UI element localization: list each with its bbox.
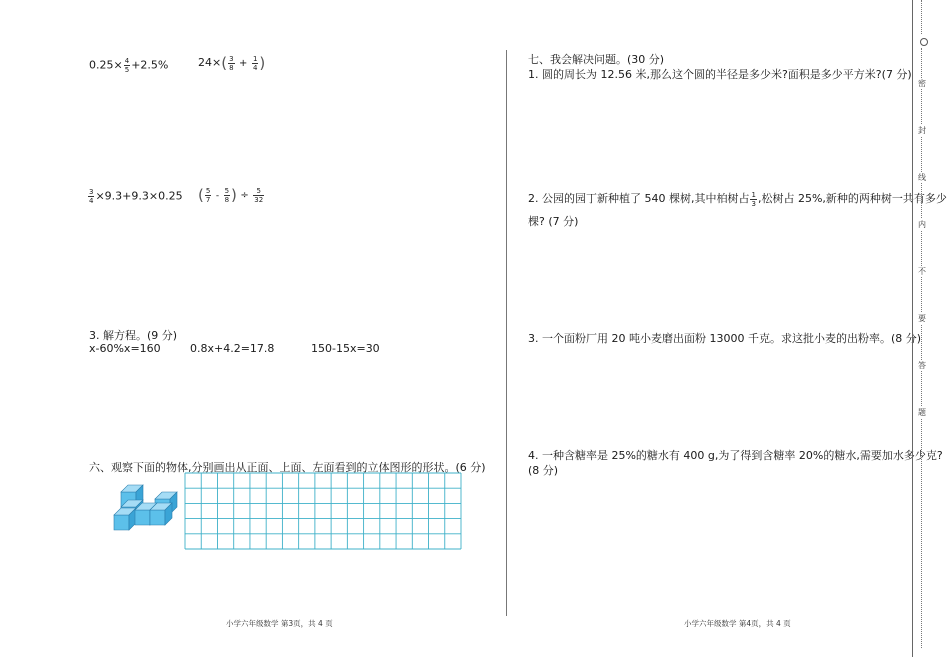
q3-title: 3. 解方程。(9 分) <box>89 329 178 342</box>
binding-char: 要 <box>913 313 931 324</box>
expr-row1-2: 24×( $\frac{3}{8}$ + $\frac{1}{4}$ ) <box>198 54 266 72</box>
fraction: $\frac{5}{32}$ <box>254 186 264 204</box>
problem-1: 1. 圆的周长为 12.56 米,那么这个圆的半径是多少米?面积是多少平方米?(7 分) <box>528 68 912 81</box>
fraction: $\frac{5}{7}$ <box>205 186 211 204</box>
binding-ring-icon <box>920 38 928 46</box>
footer-page-3: 小学六年级数学 第3页，共 4 页 <box>226 619 333 628</box>
binding-line <box>921 48 922 648</box>
binding-strip <box>912 0 931 657</box>
page-divider <box>506 50 507 616</box>
binding-char: 线 <box>913 172 931 183</box>
expr-row2-1: $\frac{3}{4}$ ×9.3+9.3×0.25 <box>89 188 183 205</box>
equation-2: 0.8x+4.2=17.8 <box>190 342 275 355</box>
section7-title: 七、我会解决问题。(30 分) <box>528 53 665 66</box>
binding-char: 答 <box>913 360 931 371</box>
grid-lines <box>185 473 461 549</box>
expr-row1-1: 0.25× $\frac{4}{5}$ +2.5% <box>89 57 169 74</box>
binding-line <box>921 0 922 34</box>
cube-figure <box>110 480 182 538</box>
cube-front <box>114 515 129 530</box>
q6-title: 六、观察下面的物体,分别画出从正面、上面、左面看到的立体图形的形状。(6 分) <box>89 461 486 474</box>
problem-4-cont: (8 分) <box>528 464 559 477</box>
fraction: $\frac{1}{3}$ <box>751 190 756 208</box>
cubes-group <box>114 485 177 530</box>
problem-3: 3. 一个面粉厂用 20 吨小麦磨出面粉 13000 千克。求这批小麦的出粉率。(8 分) <box>528 332 922 345</box>
equation-1: x-60%x=160 <box>89 342 161 355</box>
equation-3: 150-15x=30 <box>311 342 380 355</box>
cube-front <box>150 510 165 525</box>
expr-row2-2: ( $\frac{5}{7}$ - $\frac{5}{8}$ ) ÷ $\frac{5}{32}$ <box>198 186 264 204</box>
drawing-grid[interactable] <box>184 472 462 550</box>
fraction: $\frac{5}{8}$ <box>224 186 230 204</box>
binding-char: 封 <box>913 125 931 136</box>
problem-4: 4. 一种含糖率是 25%的糖水有 400 g,为了得到含糖率 20%的糖水,需要加水多少克? <box>528 449 943 462</box>
footer-page-4: 小学六年级数学 第4页，共 4 页 <box>684 619 791 628</box>
fraction: $\frac{1}{4}$ <box>252 54 258 72</box>
binding-char: 密 <box>913 78 931 89</box>
binding-char: 不 <box>913 266 931 277</box>
fraction: $\frac{3}{8}$ <box>229 54 234 72</box>
fraction: $\frac{3}{4}$ <box>89 188 94 205</box>
binding-char: 内 <box>913 219 931 230</box>
fraction: $\frac{4}{5}$ <box>124 57 130 74</box>
binding-char: 题 <box>913 407 931 418</box>
problem-2-cont: 棵? (7 分) <box>528 215 579 228</box>
problem-2: 2. 公园的园丁新种植了 540 棵树,其中柏树占 $\frac{1}{3}$ ,松树占 25%,新种的两种树一共有多少 <box>528 190 947 208</box>
cube-front <box>135 510 150 525</box>
